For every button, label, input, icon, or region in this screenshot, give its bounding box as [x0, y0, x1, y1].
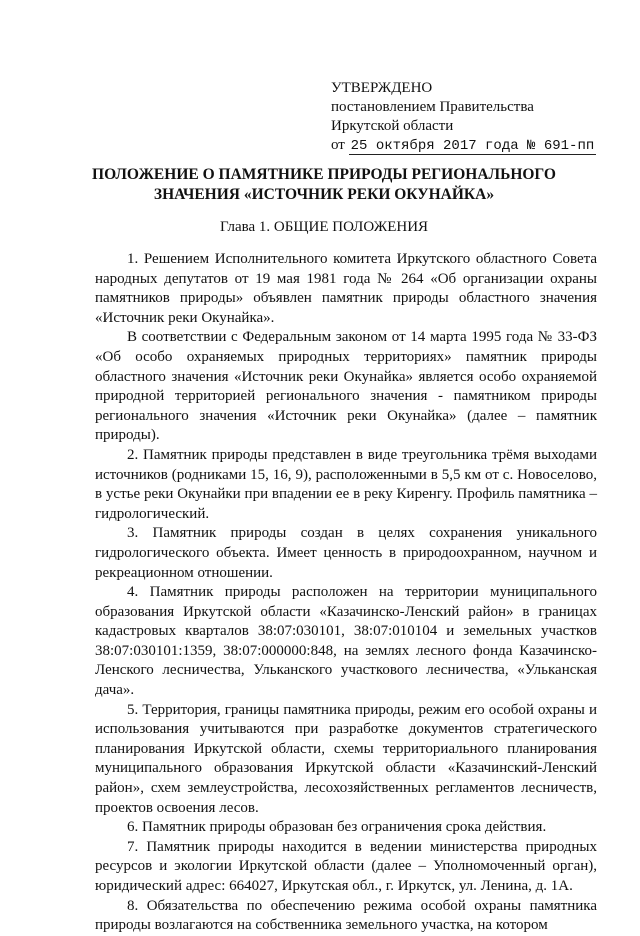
document-title [60, 165, 588, 205]
paragraph: 1. Решением Исполнительного комитета Иркутского областного Совета народных депутатов от 19 мая 1981 года № 264 «Об организации охраны памятников природы» объявлен памятник природы областного значения «Источник реки Окунайка». [95, 251, 597, 326]
paragraph: 8. Обязательства по обеспечению режима особой охраны памятника природы возлагаются на собственника земельного участка, на котором [95, 897, 597, 934]
decree-reference: 25 октября 2017 года № 691-пп [350, 138, 595, 154]
approval-line: Иркутской области [331, 118, 454, 134]
paragraph: 6. Памятник природы образован без ограничения срока действия. [127, 819, 547, 836]
paragraph: 5. Территория, границы памятника природы, режим его особой охраны и использования учитываются при разработке документов стратегического планирования Иркутской области, схемы территориального планирования муниципального образования Иркутской области «Казачинский-Ленский район», схем землеустройства, лесохозяйственных регламентов лесничеств, проектов освоения лесов. [95, 701, 597, 816]
paragraph: 7. Памятник природы находится в ведении министерства природных ресурсов и экологии Иркутской области (далее – Уполномоченный орган), юридический адрес: 664027, Иркутская обл., г. Иркутск, ул. Ленина, д. 1А. [95, 838, 597, 894]
paragraph: 2. Памятник природы представлен в виде треугольника трёмя выходами источников (родниками 15, 16, 9), расположенными в 5,5 км от с. Новоселово, в устье реки Окунайки при впадении ее в реку Киренгу. Профиль памятника – гидрологический. [95, 446, 597, 522]
title-line: ПОЛОЖЕНИЕ О ПАМЯТНИКЕ ПРИРОДЫ РЕГИОНАЛЬНОГО [92, 166, 556, 183]
chapter-heading: Глава 1. ОБЩИЕ ПОЛОЖЕНИЯ [219, 219, 429, 235]
paragraph: 3. Памятник природы создан в целях сохранения уникального гидрологического объекта. Имеет ценность в природоохранном, научном и рекреационном отношении. [95, 525, 597, 581]
approval-line: постановлением Правительства [331, 99, 534, 115]
document-body [95, 250, 597, 936]
approval-heading: УТВЕРЖДЕНО [331, 80, 433, 96]
approval-date-line [331, 136, 611, 156]
approval-stamp [331, 79, 611, 156]
paragraph: 4. Памятник природы расположен на территории муниципального образования Иркутской области «Казачинско-Ленский район» в границах кадастровых кварталов 38:07:030101, 38:07:010104 и земельных участков 38:07:030101:1359, 38:07:000000:848, на землях лесного фонда Казачинско-Ленского лесничества, Ульканского участкового лесничества, «Ульканская дача». [95, 584, 597, 699]
paragraph: В соответствии с Федеральным законом от 14 марта 1995 года № 33-ФЗ «Об особо охраняемых природных территориях» памятник природы областного значения «Источник реки Окунайка» является особо охраняемой природной территорией регионального значения - памятником природы регионального значения «Источник реки Окунайка» (далее – памятник природы). [95, 329, 597, 444]
title-line: ЗНАЧЕНИЯ «ИСТОЧНИК РЕКИ ОКУНАЙКА» [153, 186, 495, 203]
approval-prefix: от [331, 137, 345, 153]
